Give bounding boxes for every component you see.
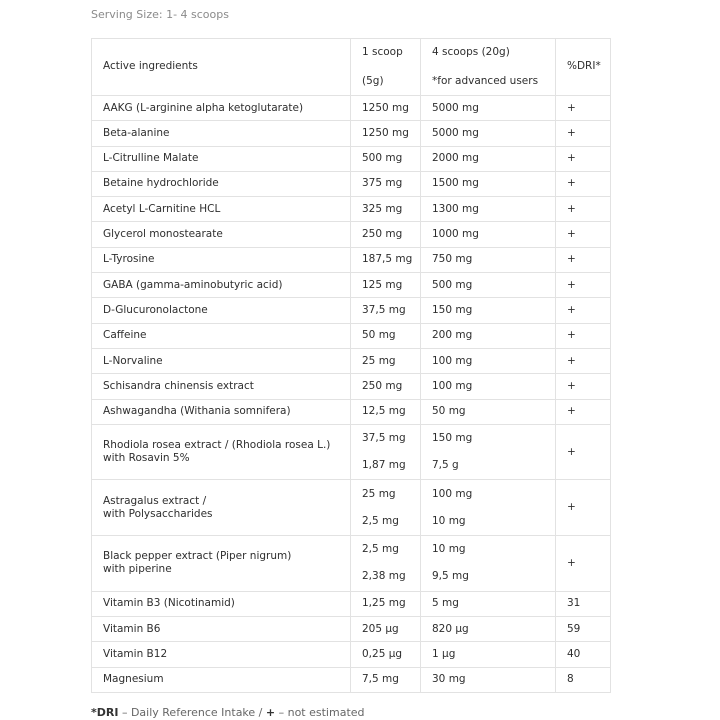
amount-4-scoops: 1000 mg (421, 222, 556, 247)
amount-4-scoops (421, 480, 556, 536)
dri-value: 59 (556, 616, 611, 641)
dri-value: + (556, 424, 611, 480)
amount-1-scoop (351, 536, 421, 592)
amount-1-scoop (351, 480, 421, 536)
amount-1-scoop-extract: 2,5 mg (362, 543, 399, 556)
dri-value: + (556, 96, 611, 121)
dri-value: + (556, 146, 611, 171)
ingredient-name: Betaine hydrochloride (92, 171, 351, 196)
amount-1-scoop: 375 mg (351, 171, 421, 196)
dri-value: + (556, 323, 611, 348)
amount-4-scoops-extract: 100 mg (432, 487, 473, 500)
ingredient-name (92, 480, 351, 536)
dri-value: + (556, 197, 611, 222)
amount-1-scoop: 0,25 µg (351, 642, 421, 667)
ingredient-name: Beta-alanine (92, 121, 351, 146)
amount-1-scoop-extract: 37,5 mg (362, 432, 406, 445)
header-4-scoops (421, 39, 556, 96)
ingredient-name-line2: with Polysaccharides (103, 507, 213, 520)
dri-value: + (556, 536, 611, 592)
header-4-scoops-label: 4 scoops (20g) (432, 46, 510, 59)
table-row-double (92, 536, 611, 592)
amount-1-scoop: 25 mg (351, 348, 421, 373)
amount-4-scoops: 5 mg (421, 591, 556, 616)
amount-1-scoop-extract: 25 mg (362, 487, 396, 500)
amount-1-scoop: 500 mg (351, 146, 421, 171)
table-row-double (92, 480, 611, 536)
ingredient-name: L-Norvaline (92, 348, 351, 373)
dri-value: + (556, 273, 611, 298)
dri-value: + (556, 247, 611, 272)
dri-value: + (556, 374, 611, 399)
amount-4-scoops: 150 mg (421, 298, 556, 323)
amount-4-scoops: 100 mg (421, 348, 556, 373)
amount-4-scoops: 1 µg (421, 642, 556, 667)
amount-4-scoops-extract: 150 mg (432, 432, 473, 445)
amount-1-scoop: 7,5 mg (351, 667, 421, 692)
dri-value: 31 (556, 591, 611, 616)
footnote-dri-text: – Daily Reference Intake / (118, 706, 266, 719)
amount-1-scoop: 205 µg (351, 616, 421, 641)
amount-1-scoop: 187,5 mg (351, 247, 421, 272)
amount-1-scoop: 37,5 mg (351, 298, 421, 323)
table-row (92, 146, 611, 171)
amount-1-scoop: 125 mg (351, 273, 421, 298)
amount-4-scoops-active: 7,5 g (432, 459, 459, 472)
ingredient-name: L-Tyrosine (92, 247, 351, 272)
amount-4-scoops: 1500 mg (421, 171, 556, 196)
dri-value: 40 (556, 642, 611, 667)
amount-1-scoop: 250 mg (351, 374, 421, 399)
dri-value: + (556, 171, 611, 196)
amount-4-scoops-active: 9,5 mg (432, 570, 469, 583)
amount-1-scoop: 50 mg (351, 323, 421, 348)
header-1-scoop-label: 1 scoop (362, 46, 403, 59)
ingredient-name: GABA (gamma-aminobutyric acid) (92, 273, 351, 298)
amount-1-scoop-active: 2,38 mg (362, 570, 406, 583)
footnote-plus-text: – not estimated (275, 706, 365, 719)
footnote-plus-key: + (265, 706, 276, 719)
dri-value: + (556, 348, 611, 373)
ingredient-name: Glycerol monostearate (92, 222, 351, 247)
ingredient-name-line1: Black pepper extract (Piper nigrum) (103, 550, 292, 563)
ingredient-name: Ashwagandha (Withania somnifera) (92, 399, 351, 424)
amount-4-scoops: 100 mg (421, 374, 556, 399)
table-header (92, 39, 611, 96)
amount-1-scoop: 1250 mg (351, 121, 421, 146)
ingredient-name: Vitamin B3 (Nicotinamid) (92, 591, 351, 616)
ingredient-name: Magnesium (92, 667, 351, 692)
ingredient-name: Caffeine (92, 323, 351, 348)
amount-4-scoops: 750 mg (421, 247, 556, 272)
table-row (92, 667, 611, 692)
dri-value: + (556, 121, 611, 146)
table-row (92, 171, 611, 196)
amount-1-scoop: 250 mg (351, 222, 421, 247)
amount-4-scoops: 200 mg (421, 323, 556, 348)
ingredient-name-line2: with Rosavin 5% (103, 452, 190, 465)
footnote-dri-key: *DRI (91, 706, 119, 719)
header-1-scoop-weight: (5g) (362, 74, 384, 87)
ingredient-name: Acetyl L-Carnitine HCL (92, 197, 351, 222)
table-row (92, 298, 611, 323)
ingredient-name: Schisandra chinensis extract (92, 374, 351, 399)
amount-1-scoop: 325 mg (351, 197, 421, 222)
amount-1-scoop-active: 2,5 mg (362, 514, 399, 527)
table-row (92, 96, 611, 121)
dri-value: + (556, 480, 611, 536)
amount-4-scoops: 50 mg (421, 399, 556, 424)
ingredient-name-line1: Astragalus extract / (103, 494, 207, 507)
table-row (92, 642, 611, 667)
table-row (92, 222, 611, 247)
amount-4-scoops (421, 536, 556, 592)
dri-value: + (556, 399, 611, 424)
table-row (92, 273, 611, 298)
amount-4-scoops: 1300 mg (421, 197, 556, 222)
ingredient-name: AAKG (L-arginine alpha ketoglutarate) (92, 96, 351, 121)
ingredient-name (92, 424, 351, 480)
header-1-scoop (351, 39, 421, 96)
table-row (92, 323, 611, 348)
table-row (92, 348, 611, 373)
amount-4-scoops: 30 mg (421, 667, 556, 692)
ingredient-name-line2: with piperine (103, 563, 172, 576)
dri-value: + (556, 222, 611, 247)
table-row (92, 121, 611, 146)
ingredient-name (92, 536, 351, 592)
amount-4-scoops-extract: 10 mg (432, 543, 466, 556)
amount-1-scoop (351, 424, 421, 480)
amount-1-scoop: 12,5 mg (351, 399, 421, 424)
amount-4-scoops: 5000 mg (421, 96, 556, 121)
footnote (91, 706, 365, 719)
header-4-scoops-note: *for advanced users (432, 74, 539, 87)
amount-4-scoops: 2000 mg (421, 146, 556, 171)
table-row (92, 374, 611, 399)
table-row (92, 247, 611, 272)
amount-1-scoop: 1,25 mg (351, 591, 421, 616)
ingredient-name: L-Citrulline Malate (92, 146, 351, 171)
amount-1-scoop-active: 1,87 mg (362, 459, 406, 472)
header-ingredient: Active ingredients (92, 39, 351, 96)
serving-size: Serving Size: 1- 4 scoops (91, 8, 229, 21)
ingredient-name: Vitamin B12 (92, 642, 351, 667)
amount-4-scoops: 500 mg (421, 273, 556, 298)
amount-4-scoops: 820 µg (421, 616, 556, 641)
dri-value: 8 (556, 667, 611, 692)
table-row (92, 616, 611, 641)
table-row-double (92, 424, 611, 480)
amount-1-scoop: 1250 mg (351, 96, 421, 121)
nutrition-table (91, 38, 611, 693)
amount-4-scoops-active: 10 mg (432, 514, 466, 527)
table-row (92, 399, 611, 424)
amount-4-scoops (421, 424, 556, 480)
ingredient-name-line1: Rhodiola rosea extract / (Rhodiola rosea L.) (103, 439, 331, 452)
amount-4-scoops: 5000 mg (421, 121, 556, 146)
ingredient-name: D-Glucuronolactone (92, 298, 351, 323)
header-dri: %DRI* (556, 39, 611, 96)
dri-value: + (556, 298, 611, 323)
table-row (92, 591, 611, 616)
table-row (92, 197, 611, 222)
ingredient-name: Vitamin B6 (92, 616, 351, 641)
